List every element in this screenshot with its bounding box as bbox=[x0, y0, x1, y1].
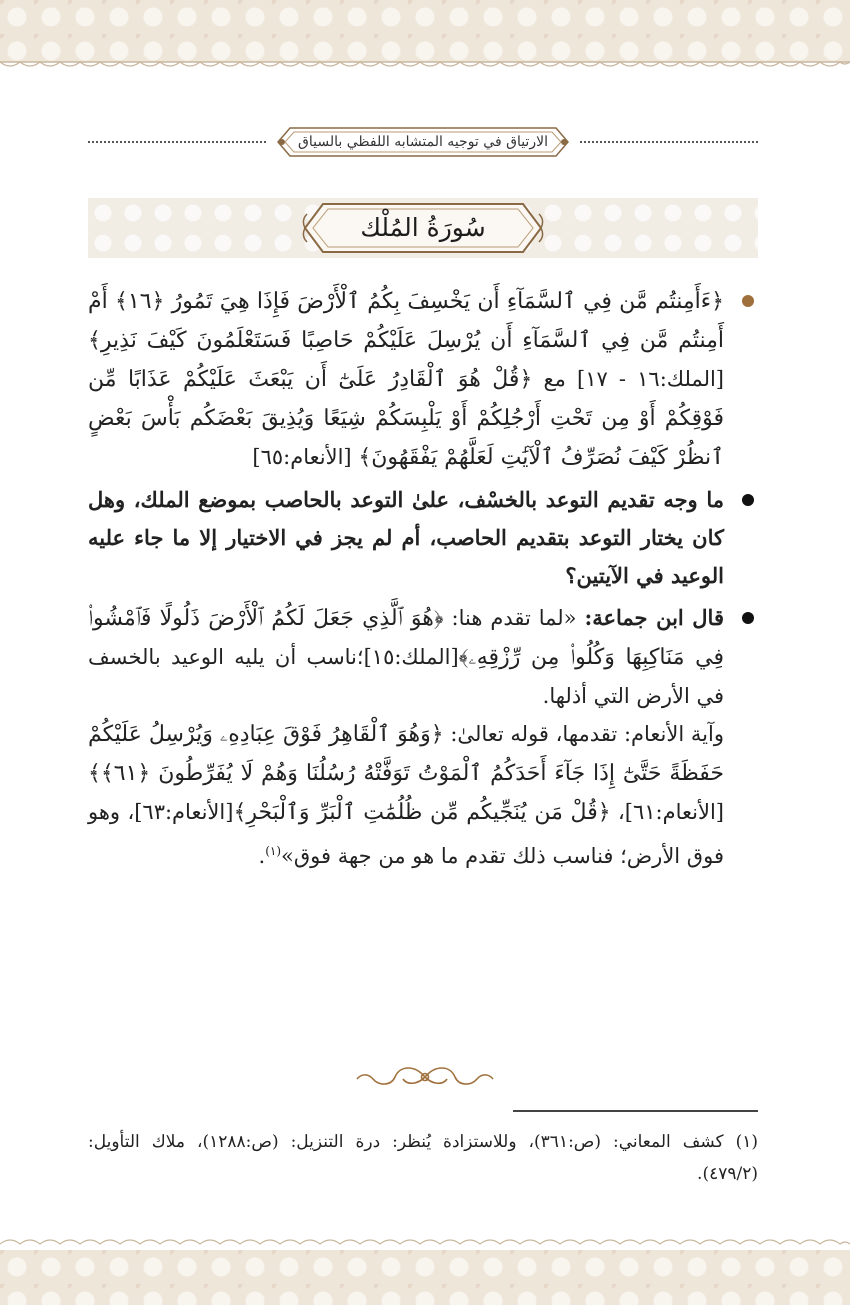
running-header bbox=[88, 125, 758, 159]
surah-title-frame bbox=[301, 200, 545, 256]
verse-reference: [الأنعام:٦٥] bbox=[252, 445, 352, 469]
verse-reference: [الأنعام:٦٣]، bbox=[127, 800, 234, 824]
header-dotted-rule-left bbox=[88, 141, 266, 143]
question-text: ما وجه تقديم التوعد بالخسْف، علىٰ التوعد بالحاصب بموضع الملك، وهل كان يختار التوعد بتقديم الحاصب، أم لم يجز في الاختيار إلا ما جاء عليه الوعيد في الآيتين؟ bbox=[88, 487, 724, 588]
footnote: (١) كشف المعاني: (ص:٣٦١)، وللاستزادة يُنظر: درة التنزيل: (ص:١٢٨٨)، ملاك التأويل: (٤٧٩/٢). bbox=[88, 1132, 758, 1184]
quran-verse: ﴿وَهُوَ ٱلْقَاهِرُ فَوْقَ عِبَادِهِۦ وَيُرْسِلُ عَلَيْكُمْ حَفَظَةً حَتَّىٰٓ إِذَا جَآءَ أَحَدَكُمُ ٱلْمَوْتُ تَوَفَّتْهُ رُسُلُنَا وَهُمْ لَا يُفَرِّطُونَ ﴿٦١﴾﴾ bbox=[88, 722, 724, 786]
bullet-icon bbox=[742, 494, 754, 506]
bullet-icon bbox=[742, 612, 754, 624]
header-dotted-rule-right bbox=[580, 141, 758, 143]
verse-reference: [الأنعام:٦١]، bbox=[617, 800, 724, 824]
verse-comparison-item bbox=[88, 282, 758, 477]
question-item bbox=[88, 481, 758, 595]
main-content bbox=[88, 282, 758, 875]
quran-verse: ﴿قُلْ مَن يُنَجِّيكُم مِّن ظُلُمَٰتِ ٱلْبَرِّ وَٱلْبَحْرِ﴾ bbox=[233, 800, 611, 825]
paragraph-tail: وهو فوق الأرض؛ فناسب ذلك تقدم ما هو من جهة فوق» bbox=[88, 800, 724, 868]
speaker-name: قال ابن جماعة: bbox=[584, 605, 724, 630]
answer-item bbox=[88, 599, 758, 715]
bullet-icon bbox=[742, 295, 754, 307]
top-decorative-band bbox=[0, 0, 850, 62]
quran-verse-mulk: ﴿ءَأَمِنتُم مَّن فِي ٱلسَّمَآءِ أَن يَخْسِفَ بِكُمُ ٱلْأَرْضَ فَإِذَا هِيَ تَمُورُ ﴿١٦﴾ أَمْ أَمِنتُم مَّن فِي ٱلسَّمَآءِ أَن يُرْسِلَ عَلَيْكُمْ حَاصِبًا فَسَتَعْلَمُونَ كَيْفَ نَذِيرِ﴾ bbox=[88, 289, 724, 353]
continuation-paragraph bbox=[88, 715, 758, 875]
ornament-divider-icon bbox=[355, 1062, 495, 1092]
quote-lead: «لما تقدم هنا: bbox=[451, 606, 577, 630]
quran-verse: ﴿هُوَ ٱلَّذِي جَعَلَ لَكُمُ ٱلْأَرْضَ ذَلُولًا فَٱمْشُوا۟ فِي مَنَاكِبِهَا وَكُلُوا۟ مِن رِّزْقِهِۦ﴾ bbox=[88, 606, 724, 670]
surah-title: سُورَةُ المُلْك bbox=[360, 213, 486, 242]
bottom-decorative-band bbox=[0, 1250, 850, 1305]
surah-banner bbox=[88, 198, 758, 258]
footnote-separator bbox=[513, 1110, 758, 1112]
conjunction-text: مع bbox=[543, 367, 566, 391]
quran-verse-anam: ﴿قُلْ هُوَ ٱلْقَادِرُ عَلَىٰٓ أَن يَبْعَثَ عَلَيْكُمْ عَذَابًا مِّن فَوْقِكُمْ أَوْ مِن تَحْتِ أَرْجُلِكُمْ أَوْ يَلْبِسَكُمْ شِيَعًا وَيُذِيقَ بَعْضَكُم بَأْسَ بَعْضٍ ٱنظُرْ كَيْفَ نُصَرِّفُ ٱلْآيَٰتِ لَعَلَّهُمْ يَفْقَهُونَ﴾ bbox=[88, 367, 724, 470]
paragraph-end: . bbox=[258, 844, 266, 868]
running-header-title: الارتياق في توجيه المتشابه اللفظي بالسياق bbox=[298, 134, 548, 150]
bottom-band-scallop-edge bbox=[0, 1236, 850, 1246]
header-cartouche bbox=[276, 125, 570, 159]
verse-reference: [الملك:١٥] bbox=[363, 645, 459, 669]
footnote-marker[interactable]: (١) bbox=[265, 844, 282, 858]
explanation-text: ؛ناسب أن يليه الوعيد بالخسف في الأرض التي أذلها. bbox=[88, 645, 724, 708]
top-band-scallop-edge bbox=[0, 60, 850, 70]
verse-reference: [الملك:١٦ - ١٧] bbox=[577, 367, 724, 391]
paragraph-lead: وآية الأنعام: تقدمها، قوله تعالىٰ: bbox=[450, 722, 724, 746]
